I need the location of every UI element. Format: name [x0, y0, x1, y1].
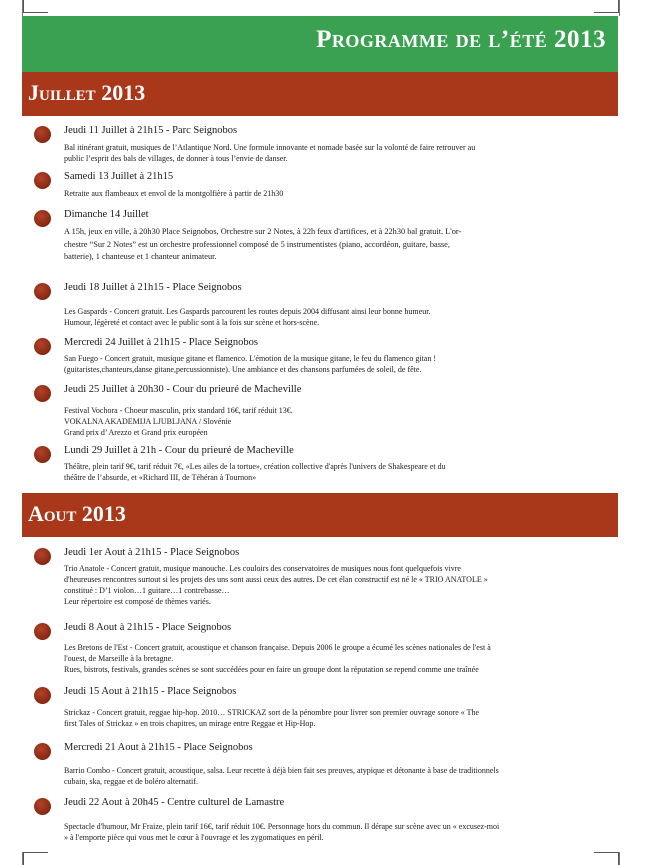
- crop-mark: [23, 852, 48, 865]
- event-title: Jeudi 1er Aout à 21h15 - Place Seignobos: [64, 547, 240, 558]
- event-title: Jeudi 11 Juillet à 21h15 - Parc Seignobos: [64, 125, 238, 136]
- month-banner-aout: [22, 493, 618, 537]
- event-description: Barrio Combo - Concert gratuit, acoustique, salsa. Leur recette à déjà bien fait ses preuves, atypique et détonante à base de traditionnels cubain, ska, reggae et de boléro alternatif.: [64, 766, 499, 786]
- event-title: Jeudi 22 Aout à 20h45 - Centre culturel de Lamastre: [64, 797, 285, 808]
- crop-mark: [594, 0, 619, 13]
- event-description: Festival Vochora - Choeur masculin, prix standard 16€, tarif réduit 13€. VOKALNA AKADEMIJA LJUBLJANA / Slovénie Grand prix d’ Arezzo et Grand prix européen: [64, 406, 293, 437]
- event-description: Retraite aux flambeaux et envol de la montgolfière à partir de 21h30: [64, 189, 284, 198]
- event-description: Théâtre, plein tarif 9€, tarif réduit 7€, «Les ailes de la tortue», création collective d'après l'univers de Shakespeare et du théâtre de l’absurde, et «Richard III, de Téhéran à Tournon»: [64, 462, 446, 482]
- event-description: Trio Anatole - Concert gratuit, musique manouche. Les couloirs des conservatoires de musiques nous font quelquefois vivre d'heureuses rencontres surtout si les projets des uns sont aussi ceux des autres. De cet élan constructif est né le « TRIO ANATOLE » constitué : D’1 violon…1 guitare…1 contrebasse… Leur répertoire est composé de thèmes variés.: [64, 564, 488, 606]
- bullet-dot-icon: [34, 743, 51, 760]
- event-description: Les Bretons de l'Est - Concert gratuit, acoustique et chanson française. Depuis 2006 le groupe a écumé les scènes nationales de l'est à l'ouest, de Marseille à la bretagne. Rues, bistrots, festivals, grandes scènes se sont succédées pour en faire un groupe dont la réputation se repend comme une traînée: [64, 643, 491, 674]
- page-frame-top: [22, 0, 620, 16]
- bullet-dot-icon: [34, 172, 51, 189]
- month-title: Juillet 2013: [28, 80, 146, 105]
- event-description: Strickaz - Concert gratuit, reggae hip-hop. 2010… STRICKAZ sort de la pénombre pour livrer son premier ouvrage sonore « The first Tales of Strickaz » en trois chapitres, un mirage entre Reggae et Hip-Hop.: [64, 708, 480, 728]
- bullet-dot-icon: [34, 283, 51, 300]
- event-title: Mercredi 21 Aout à 21h15 - Place Seignobos: [64, 742, 253, 753]
- event-description: San Fuego - Concert gratuit, musique gitane et flamenco. L'émotion de la musique gitane, le feu du flamenco gitan ! (guitaristes,chanteurs,danse gitane,percussionniste). Une ambiance et des chansons parfumées de soleil, de fête.: [64, 354, 436, 374]
- page-frame-bottom: [22, 852, 620, 865]
- event-description: Les Gaspards - Concert gratuit. Les Gaspards parcourent les routes depuis 2004 diffusant ainsi leur bonne humeur. Humour, légèreté et contact avec le public sont à la fois sur scène et hors-scène.: [64, 307, 431, 327]
- event-title: Dimanche 14 Juillet: [64, 209, 149, 220]
- event-title: Jeudi 18 Juillet à 21h15 - Place Seignobos: [64, 282, 242, 293]
- event-title: Lundi 29 Juillet à 21h - Cour du prieuré de Macheville: [64, 445, 294, 456]
- crop-mark: [594, 852, 619, 865]
- event-title: Samedi 13 Juillet à 21h15: [64, 171, 174, 182]
- bullet-dot-icon: [34, 548, 51, 565]
- crop-mark: [23, 0, 48, 13]
- header-banner: [22, 16, 618, 72]
- bullet-dot-icon: [34, 446, 51, 463]
- event-title: Jeudi 15 Aout à 21h15 - Place Seignobos: [64, 686, 237, 697]
- event-title: Mercredi 24 Juillet à 21h15 - Place Seignobos: [64, 337, 258, 348]
- bullet-dot-icon: [34, 798, 51, 815]
- event-description: Bal itinérant gratuit, musiques de l’Atlantique Nord. Une formule innovante et nomade basée sur la volonté de faire retrouver au public l’esprit des bals de villages, de donner à tous l’envie de danser.: [64, 143, 476, 163]
- bullet-dot-icon: [34, 126, 51, 143]
- bullet-dot-icon: [34, 687, 51, 704]
- bullet-dot-icon: [34, 210, 51, 227]
- bullet-dot-icon: [34, 385, 51, 402]
- month-banner-juillet: [22, 72, 618, 116]
- bullet-dot-icon: [34, 623, 51, 640]
- event-description: A 15h, jeux en ville, à 20h30 Place Seignobos, Orchestre sur 2 Notes, à 22h feux d'artifices, et à 22h30 bal gratuit. L'or- chestre “Sur 2 Notes” est un orchestre professionnel composé de 5 instrumentistes (piano, accordéon, guitare, basse, batterie), 1 chanteuse et 1 chanteur animateur.: [64, 227, 462, 261]
- event-title: Jeudi 25 Juillet à 20h30 - Cour du prieuré de Macheville: [64, 384, 302, 395]
- month-title: Aout 2013: [28, 501, 126, 526]
- event-title: Jeudi 8 Aout à 21h15 - Place Seignobos: [64, 622, 232, 633]
- event-description: Spectacle d'humour, Mr Fraize, plein tarif 16€, tarif réduit 10€. Personnage hors du commun. Il dérape sur scène avec un « excusez-moi » à l'emporte pièce qui vous met le cœur à l'ouvrage et les zygomatiques en péril.: [64, 822, 500, 842]
- bullet-dot-icon: [34, 338, 51, 355]
- page-title: Programme de l’été 2013: [316, 26, 606, 53]
